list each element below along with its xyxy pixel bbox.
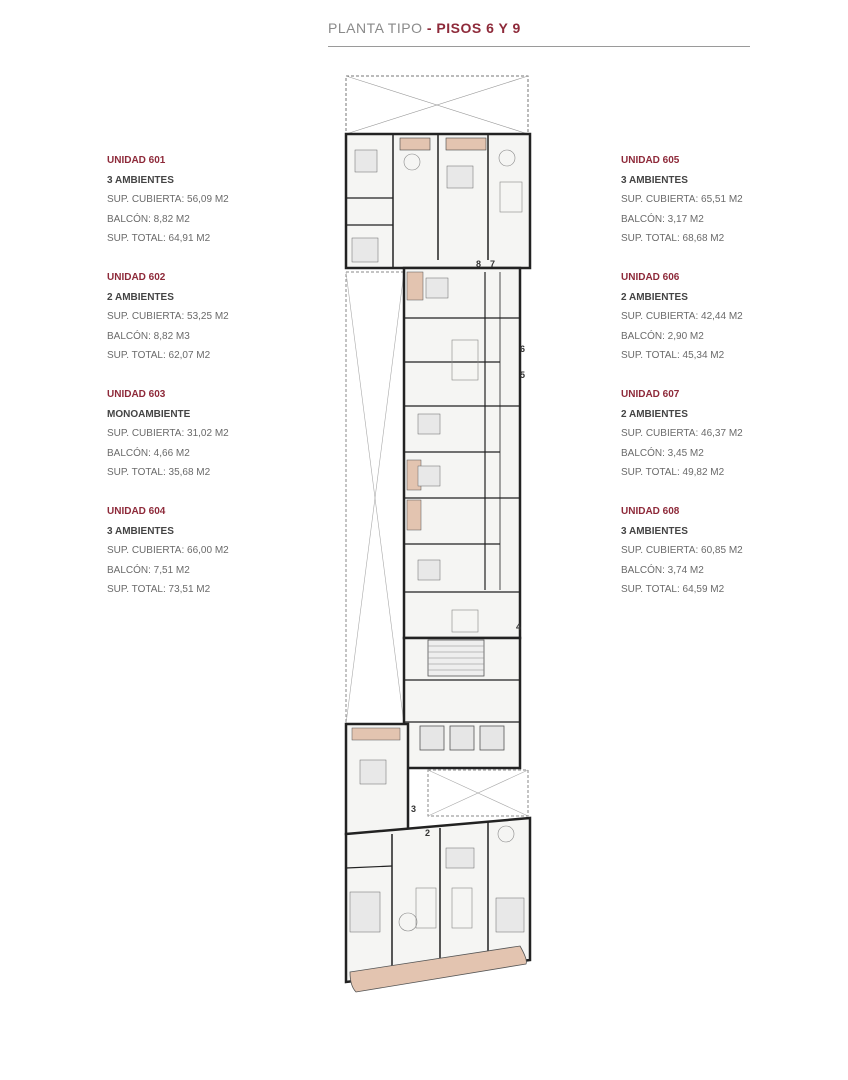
unit-balcon: BALCÓN: 2,90 M2 <box>621 330 704 342</box>
unit-name: UNIDAD 603 <box>107 389 166 400</box>
unit-card-602 <box>107 268 297 366</box>
unit-card-608 <box>621 502 811 600</box>
block-lower-left <box>346 724 408 834</box>
lightwell-void <box>346 272 404 724</box>
unit-balcon: BALCÓN: 3,45 M2 <box>621 447 704 459</box>
unit-card-604 <box>107 502 297 600</box>
unit-name: UNIDAD 606 <box>621 272 680 283</box>
entry-label-5: 5 <box>520 370 526 380</box>
unit-total: SUP. TOTAL: 73,51 M2 <box>107 584 211 595</box>
unit-cubierta: SUP. CUBIERTA: 60,85 M2 <box>621 545 743 556</box>
unit-ambientes: 3 AMBIENTES <box>621 525 688 537</box>
block-top <box>346 134 530 268</box>
stair-core <box>404 638 520 768</box>
unit-card-605 <box>621 151 811 249</box>
unit-ambientes: 3 AMBIENTES <box>107 525 174 537</box>
unit-name: UNIDAD 605 <box>621 155 680 166</box>
unit-cubierta: SUP. CUBIERTA: 65,51 M2 <box>621 194 743 205</box>
unit-ambientes: 2 AMBIENTES <box>621 291 688 303</box>
unit-cubierta: SUP. CUBIERTA: 56,09 M2 <box>107 194 229 205</box>
unit-name: UNIDAD 608 <box>621 506 680 517</box>
floor-plan <box>330 70 550 1070</box>
unit-card-606 <box>621 268 811 366</box>
unit-balcon: BALCÓN: 4,66 M2 <box>107 447 190 459</box>
unit-card-603 <box>107 385 297 483</box>
unit-ambientes: 2 AMBIENTES <box>107 291 174 303</box>
unit-cubierta: SUP. CUBIERTA: 31,02 M2 <box>107 428 229 439</box>
header-separator: - <box>422 20 437 36</box>
top-terrace <box>346 76 528 134</box>
unit-total: SUP. TOTAL: 35,68 M2 <box>107 467 211 478</box>
unit-balcon: BALCÓN: 8,82 M3 <box>107 330 190 342</box>
unit-total: SUP. TOTAL: 45,34 M2 <box>621 350 725 361</box>
unit-cubierta: SUP. CUBIERTA: 66,00 M2 <box>107 545 229 556</box>
entry-label-6: 6 <box>520 344 526 354</box>
header-subtitle: PISOS 6 Y 9 <box>436 20 521 36</box>
unit-ambientes: 3 AMBIENTES <box>621 174 688 186</box>
entry-label-7: 7 <box>490 259 496 269</box>
unit-ambientes: 3 AMBIENTES <box>107 174 174 186</box>
unit-card-607 <box>621 385 811 483</box>
entry-label-4: 4 <box>516 622 522 632</box>
entry-label-2: 2 <box>425 828 431 838</box>
unit-total: SUP. TOTAL: 68,68 M2 <box>621 233 725 244</box>
entry-label-8: 8 <box>476 259 482 269</box>
unit-cubierta: SUP. CUBIERTA: 53,25 M2 <box>107 311 229 322</box>
unit-total: SUP. TOTAL: 64,59 M2 <box>621 584 725 595</box>
unit-name: UNIDAD 607 <box>621 389 680 400</box>
unit-total: SUP. TOTAL: 49,82 M2 <box>621 467 725 478</box>
unit-total: SUP. TOTAL: 64,91 M2 <box>107 233 211 244</box>
unit-ambientes: 2 AMBIENTES <box>621 408 688 420</box>
unit-cubierta: SUP. CUBIERTA: 46,37 M2 <box>621 428 743 439</box>
unit-balcon: BALCÓN: 3,17 M2 <box>621 213 704 225</box>
unit-balcon: BALCÓN: 7,51 M2 <box>107 564 190 576</box>
unit-balcon: BALCÓN: 8,82 M2 <box>107 213 190 225</box>
unit-balcon: BALCÓN: 3,74 M2 <box>621 564 704 576</box>
inner-patio <box>428 770 528 816</box>
unit-ambientes: MONOAMBIENTE <box>107 408 191 420</box>
unit-cubierta: SUP. CUBIERTA: 42,44 M2 <box>621 311 743 322</box>
entry-label-3: 3 <box>411 804 417 814</box>
unit-name: UNIDAD 602 <box>107 272 166 283</box>
page-header <box>328 20 750 47</box>
unit-card-601 <box>107 151 297 249</box>
right-column <box>404 268 520 676</box>
unit-total: SUP. TOTAL: 62,07 M2 <box>107 350 211 361</box>
unit-name: UNIDAD 601 <box>107 155 166 166</box>
header-title: PLANTA TIPO <box>328 20 423 36</box>
unit-name: UNIDAD 604 <box>107 506 166 517</box>
